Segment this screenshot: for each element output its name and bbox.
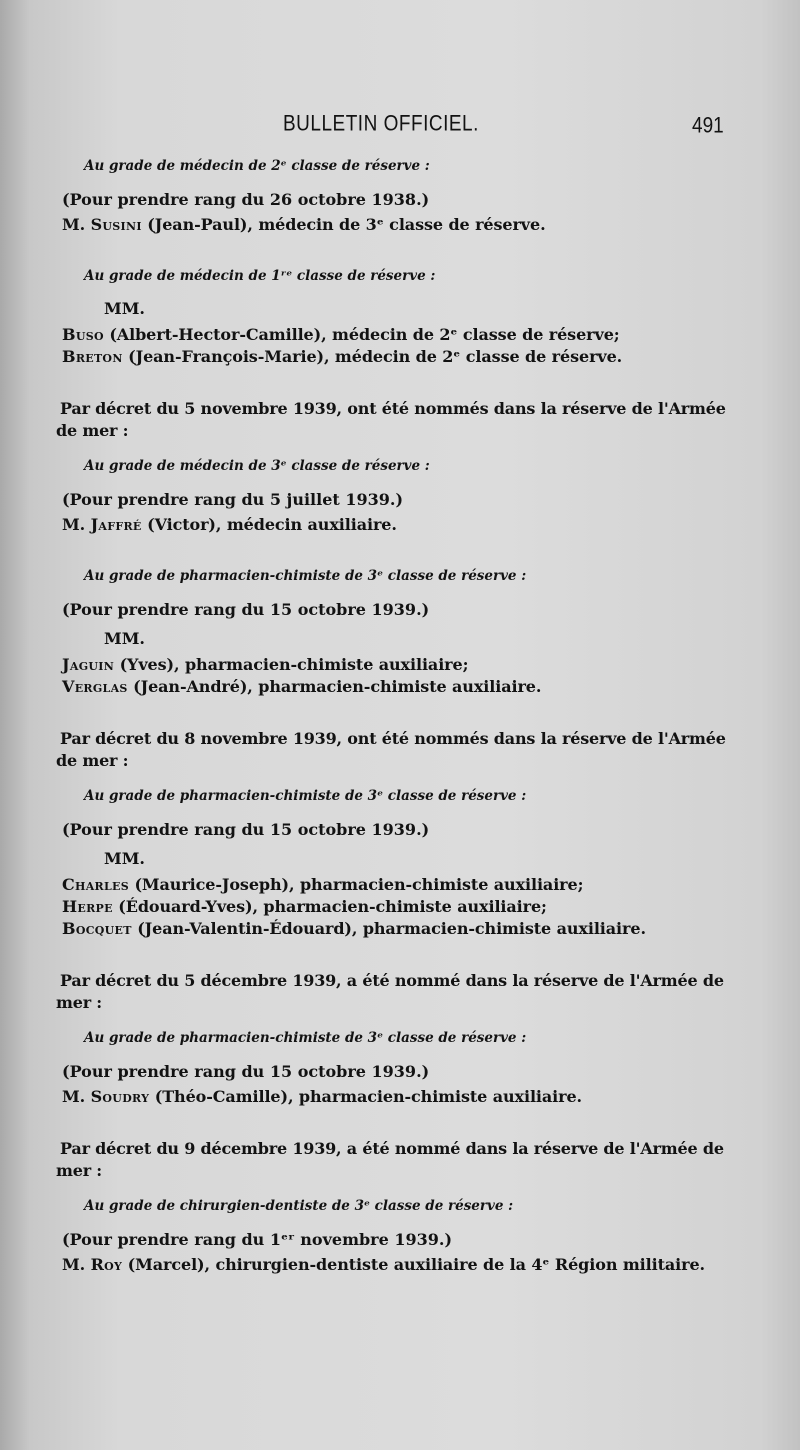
nomination-entry [62, 654, 734, 676]
surname: Susini [90, 215, 142, 234]
grade-heading: Au grade de pharmacien-chimiste de 3ᵉ classe de réserve : [84, 1030, 527, 1046]
surname: Buso [62, 325, 104, 344]
title-prefix: M. [62, 515, 91, 534]
entry-details: (Jean-Paul), médecin de 3ᵉ classe de réserve. [141, 215, 546, 234]
page-header [0, 114, 800, 144]
entry-details: (Jean-Valentin-Édouard), pharmacien-chimiste auxiliaire. [131, 919, 646, 938]
surname: Verglas [62, 677, 128, 696]
decree-section [56, 728, 734, 940]
entry-details: (Victor), médecin auxiliaire. [141, 515, 397, 534]
title-prefix: M. [62, 1087, 91, 1106]
surname: Bocquet [62, 919, 132, 938]
decree-section [62, 266, 734, 368]
surname: Jaffré [90, 515, 142, 534]
decree-paragraph: Par décret du 8 novembre 1939, ont été nommés dans la réserve de l'Armée de mer : [56, 729, 726, 770]
surname: Herpe [62, 897, 113, 916]
surname: Jaguin [62, 655, 115, 674]
rank-date: (Pour prendre rang du 5 juillet 1939.) [62, 490, 404, 509]
plural-salutation: MM. [104, 299, 145, 318]
decree-section [56, 1138, 734, 1276]
running-title: BULLETIN OFFICIEL. [283, 112, 479, 137]
decree-section [62, 566, 734, 698]
nomination-entry [62, 896, 734, 918]
surname: Roy [90, 1255, 123, 1274]
grade-heading: Au grade de pharmacien-chimiste de 3ᵉ classe de réserve : [84, 788, 527, 804]
entry-details: (Édouard-Yves), pharmacien-chimiste auxiliaire; [112, 897, 547, 916]
entry-details: (Jean-François-Marie), médecin de 2ᵉ classe de réserve. [122, 347, 623, 366]
document-body [56, 156, 734, 1306]
nomination-entry [62, 324, 734, 346]
entry-details: (Théo-Camille), pharmacien-chimiste auxiliaire. [149, 1087, 583, 1106]
grade-heading: Au grade de médecin de 1ʳᵉ classe de réserve : [84, 268, 436, 284]
nomination-entry [62, 874, 734, 896]
decree-paragraph: Par décret du 5 décembre 1939, a été nommé dans la réserve de l'Armée de mer : [56, 971, 724, 1012]
plural-salutation: MM. [104, 629, 145, 648]
entry-details: (Albert-Hector-Camille), médecin de 2ᵉ classe de réserve; [103, 325, 620, 344]
decree-paragraph: Par décret du 9 décembre 1939, a été nommé dans la réserve de l'Armée de mer : [56, 1139, 724, 1180]
entry-details: (Yves), pharmacien-chimiste auxiliaire; [114, 655, 469, 674]
nomination-entry [62, 918, 734, 940]
decree-section [56, 398, 734, 536]
nomination-entry [62, 676, 734, 698]
title-prefix: M. [62, 1255, 91, 1274]
grade-heading: Au grade de chirurgien-dentiste de 3ᵉ classe de réserve : [84, 1198, 514, 1214]
rank-date: (Pour prendre rang du 15 octobre 1939.) [62, 820, 430, 839]
page-number: 491 [692, 114, 724, 139]
entry-details: (Marcel), chirurgien-dentiste auxiliaire de la 4ᵉ Région militaire. [122, 1255, 706, 1274]
surname: Breton [62, 347, 123, 366]
nomination-entry [62, 1254, 734, 1276]
grade-heading: Au grade de médecin de 3ᵉ classe de réserve : [84, 458, 430, 474]
grade-heading: Au grade de pharmacien-chimiste de 3ᵉ classe de réserve : [84, 568, 527, 584]
plural-salutation: MM. [104, 849, 145, 868]
rank-date: (Pour prendre rang du 1ᵉʳ novembre 1939.) [62, 1230, 453, 1249]
surname: Charles [62, 875, 129, 894]
entry-details: (Jean-André), pharmacien-chimiste auxiliaire. [127, 677, 542, 696]
nomination-entry [62, 346, 734, 368]
rank-date: (Pour prendre rang du 15 octobre 1939.) [62, 600, 430, 619]
decree-section [56, 970, 734, 1108]
decree-section [62, 156, 734, 236]
rank-date: (Pour prendre rang du 26 octobre 1938.) [62, 190, 430, 209]
nomination-entry [62, 214, 734, 236]
rank-date: (Pour prendre rang du 15 octobre 1939.) [62, 1062, 430, 1081]
entry-details: (Maurice-Joseph), pharmacien-chimiste auxiliaire; [128, 875, 584, 894]
nomination-entry [62, 514, 734, 536]
grade-heading: Au grade de médecin de 2ᵉ classe de réserve : [84, 158, 430, 174]
surname: Soudry [90, 1087, 150, 1106]
nomination-entry [62, 1086, 734, 1108]
decree-paragraph: Par décret du 5 novembre 1939, ont été nommés dans la réserve de l'Armée de mer : [56, 399, 726, 440]
title-prefix: M. [62, 215, 91, 234]
